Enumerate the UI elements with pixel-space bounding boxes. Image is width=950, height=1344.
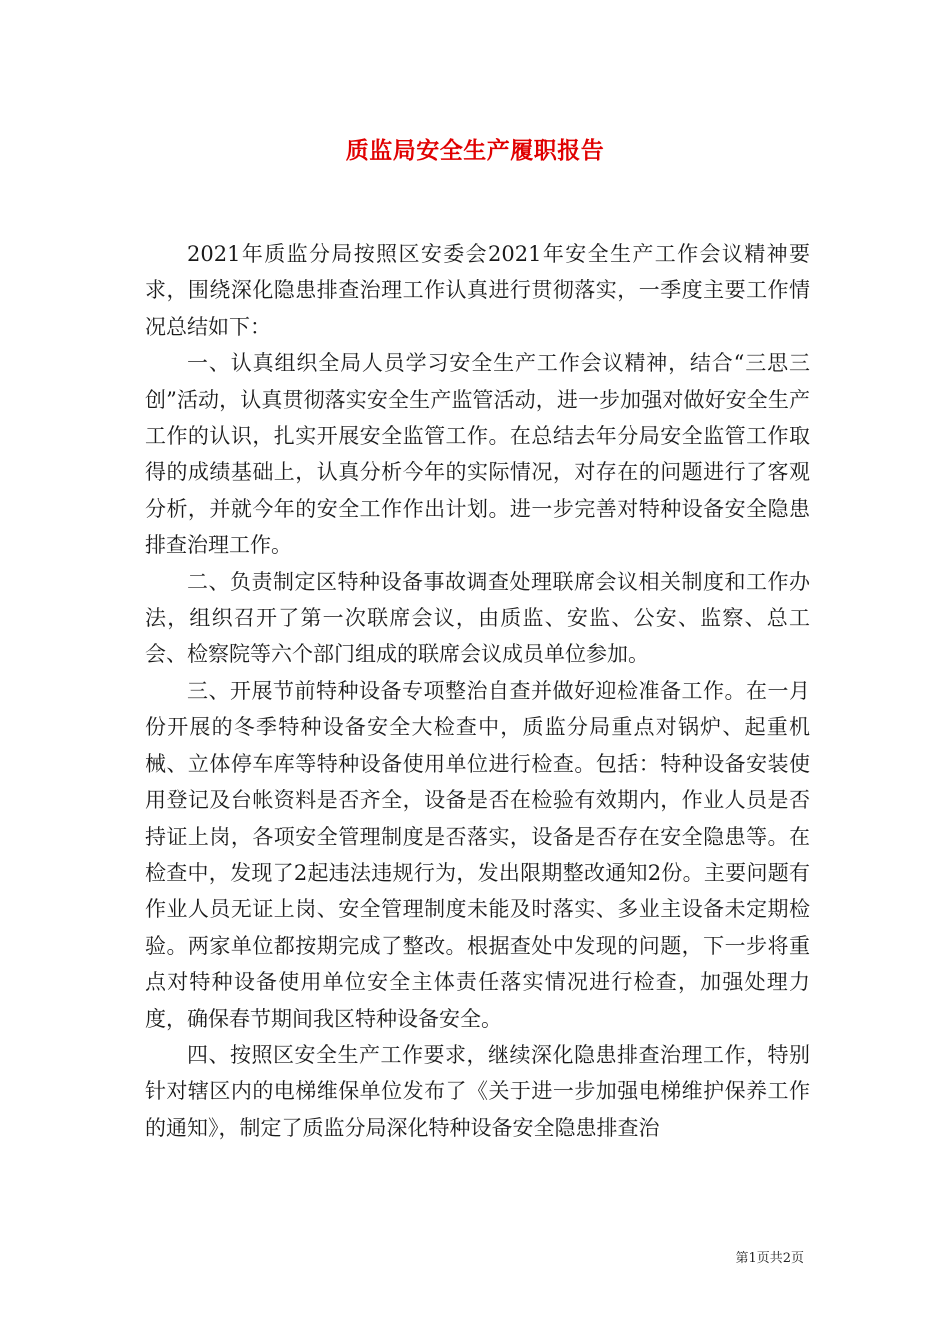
paragraph-section-2: 二、负责制定区特种设备事故调查处理联席会议相关制度和工作办法，组织召开了第一次联席会议，由质监、安监、公安、监察、总工会、检察院等六个部门组成的联席会议成员单位参加。 xyxy=(145,569,810,667)
document-title: 质监局安全生产履职报告 xyxy=(345,137,605,164)
document-body xyxy=(145,236,810,1146)
page-number-footer: 第1页共2页 xyxy=(735,1251,804,1266)
paragraph-section-3: 三、开展节前特种设备专项整治自查并做好迎检准备工作。在一月份开展的冬季特种设备安全大检查中，质监分局重点对锅炉、起重机械、立体停车库等特种设备使用单位进行检查。包括：特种设备安装使用登记及台帐资料是否齐全，设备是否在检验有效期内，作业人员是否持证上岗，各项安全管理制度是否落实，设备是否存在安全隐患等。在检查中，发现了2起违法违规行为，发出限期整改通知2份。主要问题有作业人员无证上岗、安全管理制度未能及时落实、多业主设备未定期检验。两家单位都按期完成了整改。根据查处中发现的问题，下一步将重点对特种设备使用单位安全主体责任落实情况进行检查，加强处理力度，确保春节期间我区特种设备安全。 xyxy=(145,678,810,1031)
paragraph-section-1: 一、认真组织全局人员学习安全生产工作会议精神，结合“三思三创”活动，认真贯彻落实安全生产监管活动，进一步加强对做好安全生产工作的认识，扎实开展安全监管工作。在总结去年分局安全监管工作取得的成绩基础上，认真分析今年的实际情况，对存在的问题进行了客观分析，并就今年的安全工作作出计划。进一步完善对特种设备安全隐患排查治理工作。 xyxy=(145,351,810,558)
paragraph-section-4: 四、按照区安全生产工作要求，继续深化隐患排查治理工作，特别针对辖区内的电梯维保单位发布了《关于进一步加强电梯维护保养工作的通知》，制定了质监分局深化特种设备安全隐患排查治 xyxy=(145,1042,810,1140)
intro-paragraph: 2021年质监分局按照区安委会2021年安全生产工作会议精神要求，围绕深化隐患排查治理工作认真进行贯彻落实，一季度主要工作情况总结如下： xyxy=(145,242,810,339)
